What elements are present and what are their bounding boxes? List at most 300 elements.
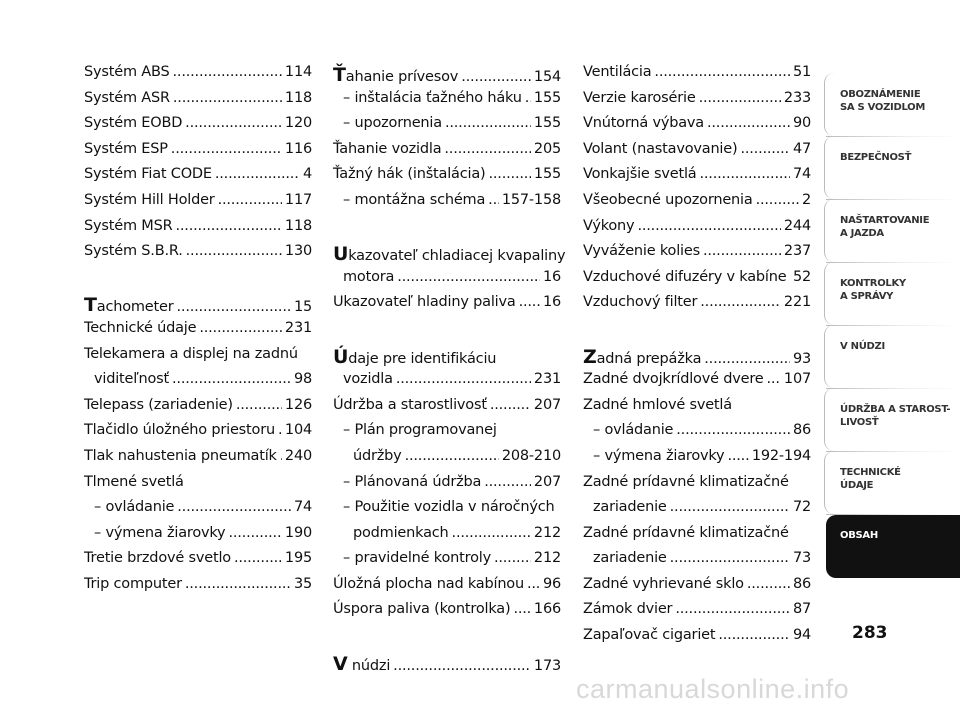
entry-page: 192-194 <box>751 447 811 464</box>
index-entry[interactable] <box>84 576 312 602</box>
entry-page: 52 <box>792 268 811 285</box>
index-entry[interactable] <box>84 525 312 551</box>
dot-leader <box>494 550 531 566</box>
entry-text: vozidla <box>343 371 393 388</box>
index-entry[interactable] <box>84 166 312 192</box>
dot-leader <box>177 499 291 515</box>
entry-title <box>583 627 715 643</box>
entry-text: Trip computer <box>84 575 182 592</box>
entry-title <box>583 601 672 617</box>
entry-title <box>583 371 764 387</box>
entry-page: 240 <box>284 447 312 464</box>
entry-page: 72 <box>792 499 811 516</box>
section-gap <box>333 320 561 346</box>
entry-text: podmienkach <box>353 524 449 541</box>
dot-leader <box>397 269 540 285</box>
entry-page: 208-210 <box>501 447 561 464</box>
watermark-text: carmanualsonline.info <box>576 674 850 704</box>
entry-text: Všeobecné upozornenia <box>583 191 753 208</box>
entry-page: 2 <box>801 191 811 208</box>
index-entry[interactable] <box>84 499 312 525</box>
index-entry[interactable] <box>84 422 312 448</box>
entry-text: Údržba a starostlivosť <box>333 396 487 413</box>
dot-leader <box>393 658 531 674</box>
entry-title <box>333 653 390 675</box>
entry-page: 126 <box>284 396 312 413</box>
index-entry[interactable] <box>333 294 561 320</box>
index-entry[interactable] <box>583 397 811 423</box>
entry-page: 207 <box>533 396 561 413</box>
entry-page: 155 <box>533 166 561 183</box>
dot-leader <box>172 371 291 387</box>
section-gap <box>333 218 561 244</box>
tab-label-2: A SPRÁVY <box>840 291 894 302</box>
entry-page: 120 <box>284 115 312 132</box>
entry-page: 155 <box>533 115 561 132</box>
index-entry[interactable] <box>333 269 561 295</box>
index-entry[interactable] <box>583 499 811 525</box>
index-entry[interactable] <box>333 550 561 576</box>
tab-nastartovanie[interactable] <box>826 200 960 263</box>
entry-page: 166 <box>533 601 561 618</box>
entry-text: Ventilácia <box>583 64 652 80</box>
entry-page: 117 <box>284 191 312 208</box>
tab-kontrolky[interactable] <box>826 263 960 326</box>
entry-title <box>84 320 196 336</box>
entry-page: 157-158 <box>501 191 561 208</box>
entry-text: Zadné dvojkrídlové dvere <box>583 371 764 388</box>
entry-page: 35 <box>293 575 312 592</box>
entry-page: 116 <box>284 140 312 157</box>
dot-leader <box>234 550 282 566</box>
index-entry[interactable] <box>84 64 312 90</box>
entry-title <box>84 397 233 413</box>
entry-text: Telekamera a displej na zadnú <box>84 345 298 362</box>
index-entry[interactable] <box>583 218 811 244</box>
index-entry[interactable] <box>84 192 312 218</box>
entry-text: daje pre identifikáciu <box>348 350 497 367</box>
entry-title <box>593 448 724 464</box>
entry-text: Verzie karosérie <box>583 89 696 106</box>
entry-text: – Plánovaná údržba <box>343 473 482 490</box>
index-entry[interactable] <box>583 192 811 218</box>
dot-leader <box>488 166 530 182</box>
index-entry[interactable] <box>583 627 811 653</box>
index-entry[interactable] <box>333 64 561 90</box>
index-entry[interactable] <box>583 474 811 500</box>
entry-text: motora <box>343 268 395 285</box>
entry-page: 233 <box>783 89 811 106</box>
dot-leader <box>186 243 282 259</box>
tab-label-2: ÚDAJE <box>840 480 874 491</box>
tab-label-2: A JAZDA <box>840 228 884 239</box>
entry-text: Systém ESP <box>84 140 168 157</box>
index-entry[interactable] <box>333 576 561 602</box>
entry-page: 90 <box>792 115 811 132</box>
entry-text: Telepass (zariadenie) <box>84 396 233 413</box>
index-entry[interactable] <box>84 397 312 423</box>
entry-title <box>84 166 212 182</box>
entry-text: údržby <box>353 447 402 464</box>
index-entry[interactable] <box>333 243 566 269</box>
tab-technicke-udaje[interactable] <box>826 452 960 515</box>
page-number: 283 <box>852 623 888 643</box>
entry-title <box>583 269 786 285</box>
entry-page: 94 <box>792 627 811 644</box>
section-initial: V <box>333 652 348 675</box>
entry-title <box>583 576 744 592</box>
entry-title <box>583 525 789 541</box>
dot-leader <box>215 166 300 182</box>
dot-leader <box>670 499 790 515</box>
entry-text: Tlačidlo úložného priestoru <box>84 422 275 439</box>
dot-leader <box>461 69 531 85</box>
entry-title <box>583 90 696 106</box>
dot-leader <box>704 351 790 367</box>
entry-text: – inštalácia ťažného háku <box>343 89 522 106</box>
dot-leader <box>670 550 790 566</box>
tab-label: BEZPEČNOSŤ <box>840 152 912 163</box>
dot-leader <box>218 192 282 208</box>
index-column-3 <box>583 64 811 653</box>
index-entry[interactable] <box>84 346 312 372</box>
dot-leader <box>278 422 282 438</box>
dot-leader <box>675 601 790 617</box>
entry-page: 74 <box>792 166 811 183</box>
entry-title <box>593 422 673 438</box>
entry-text: Vonkajšie svetlá <box>583 166 697 183</box>
entry-title <box>84 192 215 208</box>
entry-text: – ovládanie <box>593 422 674 439</box>
index-entry[interactable] <box>333 422 561 448</box>
index-entry[interactable] <box>583 90 811 116</box>
index-entry[interactable] <box>583 422 811 448</box>
entry-page: 155 <box>533 89 561 106</box>
index-entry[interactable] <box>333 166 561 192</box>
entry-title <box>343 550 491 566</box>
index-entry[interactable] <box>84 474 312 500</box>
index-entry[interactable] <box>84 550 312 576</box>
dot-leader <box>527 576 540 592</box>
entry-text: zariadenie <box>593 499 667 516</box>
entry-title <box>583 218 634 234</box>
entry-title <box>333 243 566 266</box>
dot-leader <box>185 115 282 131</box>
tab-label: V NÚDZI <box>840 341 885 352</box>
section-initial: U <box>333 243 349 266</box>
index-entry[interactable] <box>583 166 811 192</box>
entry-title <box>583 141 737 157</box>
entry-page: 221 <box>783 294 811 311</box>
entry-page: 212 <box>533 550 561 567</box>
index-entry[interactable] <box>583 346 811 372</box>
entry-text: achometer <box>96 299 174 316</box>
index-entry[interactable] <box>583 448 811 474</box>
entry-text: – Plán programovanej <box>343 422 497 439</box>
tab-label: ÚDRŽBA A STAROST- <box>840 404 951 415</box>
index-entry[interactable] <box>84 115 312 141</box>
index-entry[interactable] <box>583 371 811 397</box>
entry-page: 86 <box>792 575 811 592</box>
entry-text: núdzi <box>347 657 391 674</box>
entry-page: 104 <box>284 422 312 439</box>
entry-page: 98 <box>293 371 312 388</box>
index-entry[interactable] <box>333 474 561 500</box>
index-entry[interactable] <box>333 397 561 423</box>
entry-page: 16 <box>542 268 561 285</box>
entry-title <box>333 345 497 368</box>
entry-page: 237 <box>783 243 811 260</box>
entry-text: kazovateľ chladiacej kvapaliny <box>348 248 566 265</box>
dot-leader <box>484 474 531 490</box>
entry-text: Technické údaje <box>84 319 197 336</box>
dot-leader <box>445 115 531 131</box>
dot-leader <box>513 601 530 617</box>
entry-title <box>583 192 753 208</box>
index-entry[interactable] <box>84 218 312 244</box>
index-entry[interactable] <box>333 371 561 397</box>
entry-title <box>343 474 481 490</box>
entry-title <box>84 218 172 234</box>
dot-leader <box>490 397 531 413</box>
index-entry[interactable] <box>583 269 811 295</box>
index-entry[interactable] <box>84 448 312 474</box>
entry-title <box>583 166 696 182</box>
index-entry[interactable] <box>333 601 561 627</box>
entry-text: Systém Hill Holder <box>84 191 215 208</box>
dot-leader <box>637 218 780 234</box>
entry-title <box>84 474 184 490</box>
index-entry[interactable] <box>84 294 312 320</box>
entry-page: 15 <box>293 299 312 316</box>
index-entry[interactable] <box>333 346 561 372</box>
entry-title <box>353 525 449 541</box>
index-entry[interactable] <box>583 576 811 602</box>
entry-text: – upozornenia <box>343 115 442 132</box>
entry-page: 86 <box>792 422 811 439</box>
entry-text: Zámok dvier <box>583 601 673 618</box>
index-entry[interactable] <box>583 115 811 141</box>
entry-title <box>84 550 231 566</box>
entry-page: 74 <box>293 499 312 516</box>
entry-text: zariadenie <box>593 550 667 567</box>
dot-leader <box>177 299 291 315</box>
dot-leader <box>703 243 781 259</box>
dot-leader <box>740 141 790 157</box>
entry-title <box>94 371 169 387</box>
entry-page: 4 <box>302 166 312 183</box>
entry-page: 207 <box>533 473 561 490</box>
index-entry[interactable] <box>333 525 561 551</box>
entry-text: Zapaľovač cigariet <box>583 627 716 644</box>
entry-text: Úložná plocha nad kabínou <box>333 575 524 592</box>
index-entry[interactable] <box>333 653 561 679</box>
entry-text: Úspora paliva (kontrolka) <box>333 601 511 618</box>
entry-page: 93 <box>792 350 811 367</box>
index-entry[interactable] <box>84 371 312 397</box>
entry-title <box>333 64 458 86</box>
entry-page: 118 <box>284 217 312 234</box>
entry-title <box>333 576 524 592</box>
dot-leader <box>228 525 281 541</box>
index-entry[interactable] <box>583 601 811 627</box>
entry-title <box>583 115 704 131</box>
index-entry[interactable] <box>333 115 561 141</box>
dot-leader <box>718 627 790 643</box>
entry-text: – montážna schéma <box>343 191 486 208</box>
dot-leader <box>444 141 531 157</box>
section-gap <box>583 320 811 346</box>
entry-title <box>343 499 555 515</box>
dot-leader <box>175 218 281 234</box>
index-entry[interactable] <box>583 525 811 551</box>
entry-title <box>84 115 182 131</box>
entry-page: 244 <box>783 217 811 234</box>
dot-leader <box>699 166 789 182</box>
tab-label: NAŠTARTOVANIE <box>840 215 930 226</box>
entry-text: Systém ABS <box>84 64 170 80</box>
tab-v-nudzi[interactable] <box>826 326 960 389</box>
tab-label-2: LIVOSŤ <box>840 417 879 428</box>
index-entry[interactable] <box>583 294 811 320</box>
entry-text: Zadné prídavné klimatizačné <box>583 524 789 541</box>
entry-text: Systém EOBD <box>84 115 183 132</box>
tab-label: OBOZNÁMENIE <box>840 89 921 100</box>
entry-text: Tlmené svetlá <box>84 473 184 490</box>
tab-bezpecnost[interactable] <box>826 137 960 200</box>
index-entry[interactable] <box>583 243 811 269</box>
dot-leader <box>173 90 282 106</box>
dot-leader <box>767 371 781 387</box>
dot-leader <box>199 320 282 336</box>
entry-title <box>583 64 651 80</box>
entry-title <box>583 474 789 490</box>
dot-leader <box>707 115 790 131</box>
entry-page: 231 <box>284 319 312 336</box>
entry-page: 173 <box>533 657 561 674</box>
tab-oboznamenie[interactable] <box>826 74 960 137</box>
entry-title <box>343 115 442 131</box>
entry-text: Tlak nahustenia pneumatík <box>84 447 277 464</box>
entry-text: ahanie prívesov <box>345 69 459 85</box>
tab-label: OBSAH <box>840 530 878 541</box>
entry-title <box>583 243 700 259</box>
index-entry[interactable] <box>583 141 811 167</box>
entry-title <box>333 294 516 310</box>
dot-leader <box>280 448 282 464</box>
tab-obsah[interactable] <box>826 515 960 578</box>
entry-page: 130 <box>284 243 312 260</box>
index-column-2 <box>333 64 566 678</box>
dot-leader <box>173 64 282 80</box>
entry-title <box>593 550 667 566</box>
entry-title <box>84 90 170 106</box>
dot-leader <box>747 576 790 592</box>
entry-text: Systém Fiat CODE <box>84 166 212 183</box>
entry-text: Vyváženie kolies <box>583 243 700 260</box>
index-entry[interactable] <box>333 90 561 116</box>
entry-title <box>84 422 275 438</box>
entry-page: 96 <box>542 575 561 592</box>
entry-page: 231 <box>533 371 561 388</box>
entry-text: Zadné hmlové svetlá <box>583 396 732 413</box>
dot-leader <box>699 90 781 106</box>
tab-label-2: SA S VOZIDLOM <box>840 102 926 113</box>
dot-leader <box>727 448 748 464</box>
entry-text: – ovládanie <box>94 499 175 516</box>
index-entry[interactable] <box>84 243 312 269</box>
entry-title <box>84 576 182 592</box>
index-entry[interactable] <box>84 90 312 116</box>
entry-page: 212 <box>533 524 561 541</box>
tab-udrzba[interactable] <box>826 389 960 452</box>
entry-title <box>333 601 510 617</box>
entry-text: Ťahanie vozidla <box>333 140 442 157</box>
entry-text: Volant (nastavovanie) <box>583 140 738 157</box>
index-entry[interactable] <box>333 192 561 218</box>
entry-text: Systém MSR <box>84 217 173 234</box>
section-gap <box>84 269 312 295</box>
entry-title <box>583 294 697 310</box>
chapter-tabs <box>826 74 960 578</box>
entry-text: Vzduchové difuzéry v kabíne <box>583 268 787 285</box>
index-entry[interactable] <box>583 550 811 576</box>
entry-title <box>333 397 487 413</box>
dot-leader <box>488 192 499 208</box>
index-entry[interactable] <box>333 448 561 474</box>
dot-leader <box>396 371 531 387</box>
tab-label: TECHNICKÉ <box>840 467 901 478</box>
index-entry[interactable] <box>583 64 811 90</box>
index-column-1 <box>84 64 312 601</box>
section-initial: Z <box>583 345 597 368</box>
index-entry[interactable] <box>333 141 561 167</box>
entry-title <box>333 166 485 182</box>
entry-text: Zadné vyhrievané sklo <box>583 575 744 592</box>
entry-page: 114 <box>284 64 312 80</box>
dot-leader <box>185 576 291 592</box>
entry-title <box>84 64 170 80</box>
entry-title <box>583 397 732 413</box>
dot-leader <box>654 64 790 80</box>
entry-text: Tretie brzdové svetlo <box>84 550 231 567</box>
entry-page: 154 <box>533 69 561 85</box>
index-entry[interactable] <box>84 141 312 167</box>
entry-text: adná prepážka <box>596 350 702 367</box>
entry-text: viditeľnosť <box>94 371 169 388</box>
entry-title <box>343 269 394 285</box>
dot-leader <box>236 397 282 413</box>
dot-leader <box>171 141 282 157</box>
dot-leader <box>405 448 499 464</box>
dot-leader <box>756 192 799 208</box>
entry-page: 205 <box>533 140 561 157</box>
entry-title <box>343 90 522 106</box>
dot-leader <box>525 90 531 106</box>
entry-page: 47 <box>792 140 811 157</box>
dot-leader <box>519 294 540 310</box>
entry-text: Ťažný hák (inštalácia) <box>333 166 486 183</box>
entry-text: Vnútorná výbava <box>583 115 704 132</box>
entry-title <box>583 346 701 368</box>
entry-text: – výmena žiarovky <box>593 447 725 464</box>
index-entry[interactable] <box>333 499 561 525</box>
entry-page: 107 <box>783 371 811 388</box>
index-entry[interactable] <box>84 320 312 346</box>
section-gap <box>333 627 561 653</box>
dot-leader <box>700 294 781 310</box>
entry-title <box>94 525 225 541</box>
